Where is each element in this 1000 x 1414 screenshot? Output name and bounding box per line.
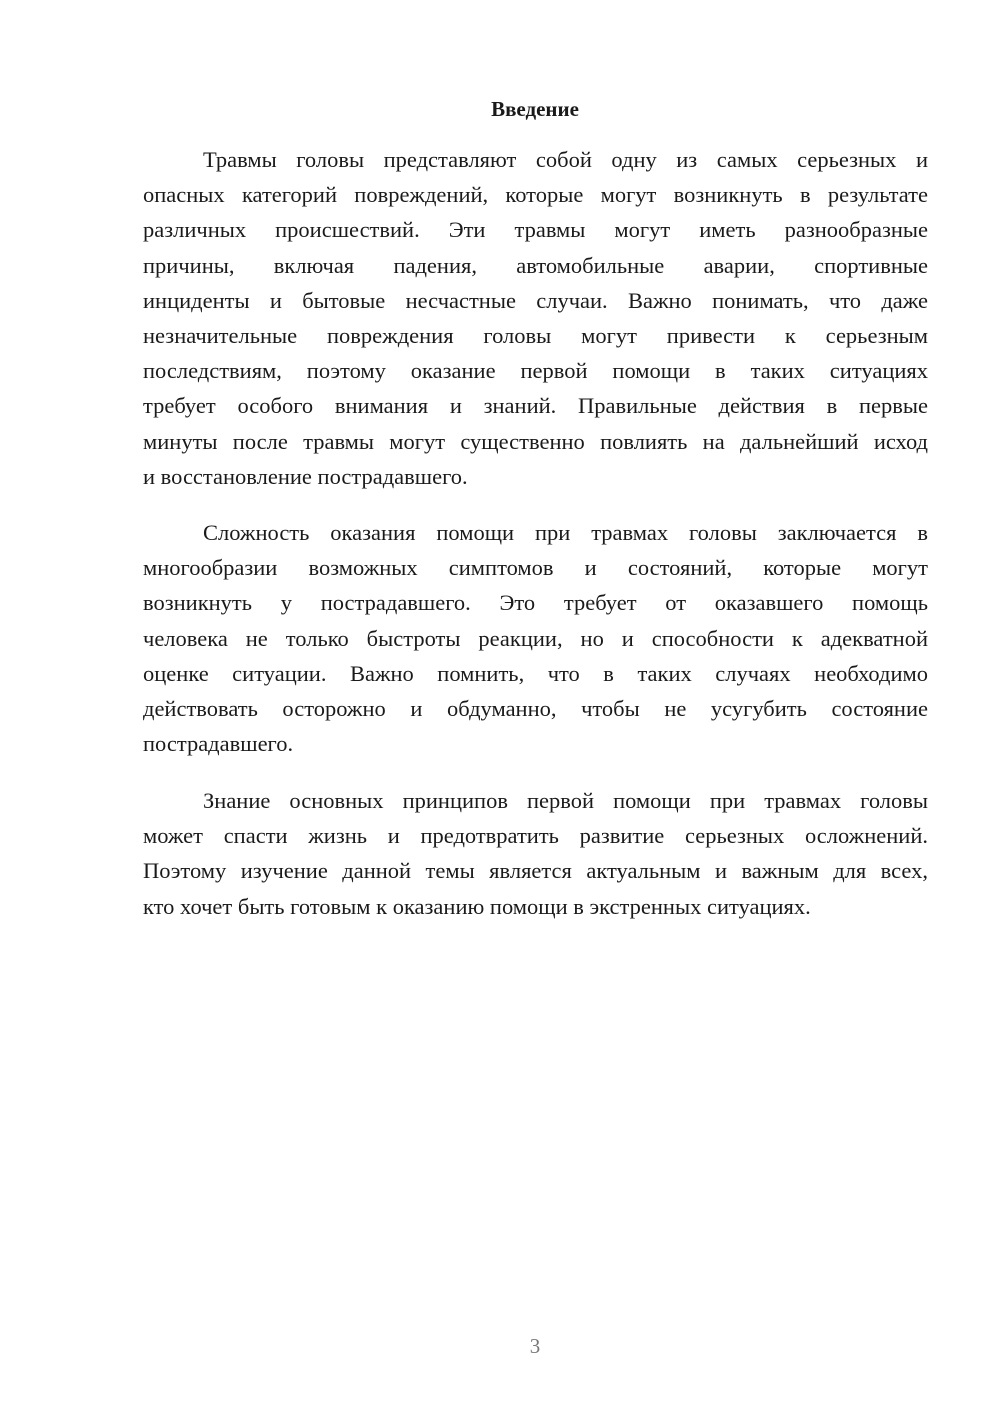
- text-line: Сложность оказания помощи при травмах головы заключается в: [203, 520, 928, 545]
- page-title: Введение: [491, 97, 579, 121]
- text-line: может спасти жизнь и предотвратить развитие серьезных осложнений.: [143, 823, 928, 849]
- text-line: человека не только быстроты реакции, но и способности к адекватной: [143, 625, 928, 651]
- text-line: пострадавшего.: [143, 731, 294, 757]
- text-line: различных происшествий. Эти травмы могут иметь разнообразные: [143, 217, 928, 243]
- text-line: действовать осторожно и обдуманно, чтобы не усугубить состояние: [143, 695, 928, 721]
- text-line: Поэтому изучение данной темы является актуальным и важным для всех,: [143, 858, 928, 884]
- text-line: Знание основных принципов первой помощи при травмах головы: [203, 788, 928, 813]
- paragraph-2: [143, 515, 928, 761]
- text-line: причины, включая падения, автомобильные аварии, спортивные: [143, 252, 928, 278]
- text-line: требует особого внимания и знаний. Правильные действия в первые: [143, 393, 928, 419]
- text-line: опасных категорий повреждений, которые могут возникнуть в результате: [143, 182, 928, 208]
- text-line: возникнуть у пострадавшего. Это требует от оказавшего помощь: [143, 590, 928, 616]
- text-line: последствиям, поэтому оказание первой помощи в таких ситуациях: [143, 358, 928, 384]
- text-line: кто хочет быть готовым к оказанию помощи в экстренных ситуациях.: [143, 893, 811, 919]
- text-line: незначительные повреждения головы могут привести к серьезным: [143, 322, 928, 348]
- text-line: многообразии возможных симптомов и состояний, которые могут: [143, 555, 928, 581]
- text-line: оценке ситуации. Важно помнить, что в таких случаях необходимо: [143, 660, 928, 686]
- text-line: инциденты и бытовые несчастные случаи. Важно понимать, что даже: [143, 287, 928, 313]
- page-number: 3: [529, 1334, 541, 1358]
- text-line: и восстановление пострадавшего.: [143, 463, 468, 489]
- text-line: Травмы головы представляют собой одну из самых серьезных и: [203, 147, 928, 172]
- paragraph-3: [143, 783, 928, 924]
- paragraph-1: [143, 142, 928, 494]
- text-line: минуты после травмы могут существенно повлиять на дальнейший исход: [143, 428, 928, 454]
